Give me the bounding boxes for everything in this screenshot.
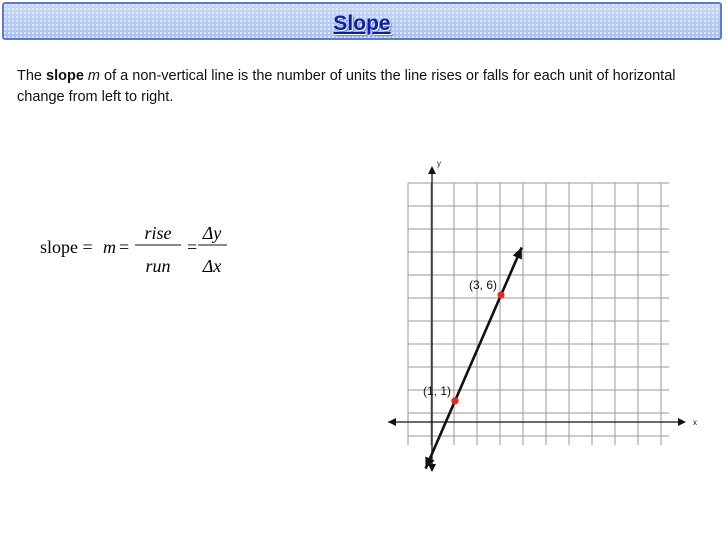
point-label: (1, 1)	[422, 383, 451, 398]
formula-lhs: slope =	[40, 237, 93, 257]
definition-rest: of a non-vertical line is the number of units the line rises or falls for each unit of horizontal change from left to right.	[17, 68, 676, 105]
formula-m: m	[103, 237, 116, 257]
y-axis-arrow-up	[428, 166, 436, 174]
x-axis-arrow-left	[388, 418, 396, 426]
slope-variable: m	[87, 68, 101, 84]
plot-layer	[423, 247, 522, 468]
formula-rise: rise	[144, 223, 172, 243]
x-axis-arrow-right	[678, 418, 686, 426]
grid	[408, 183, 669, 445]
x-axis-label: x	[693, 418, 697, 427]
formula-delta-y: Δy	[202, 223, 222, 243]
formula-run: run	[145, 256, 171, 276]
formula-eq2: =	[187, 237, 198, 257]
slope-term: slope	[46, 68, 84, 84]
y-axis-label: y	[437, 159, 441, 168]
formula-delta-x: Δx	[202, 256, 222, 276]
definition-lead: The	[17, 68, 47, 84]
point-marker	[451, 397, 458, 404]
point-marker	[497, 291, 504, 298]
point-label: (3, 6)	[468, 278, 497, 293]
slide-title: Slope	[333, 12, 391, 35]
formula-eq1: =	[119, 237, 130, 257]
